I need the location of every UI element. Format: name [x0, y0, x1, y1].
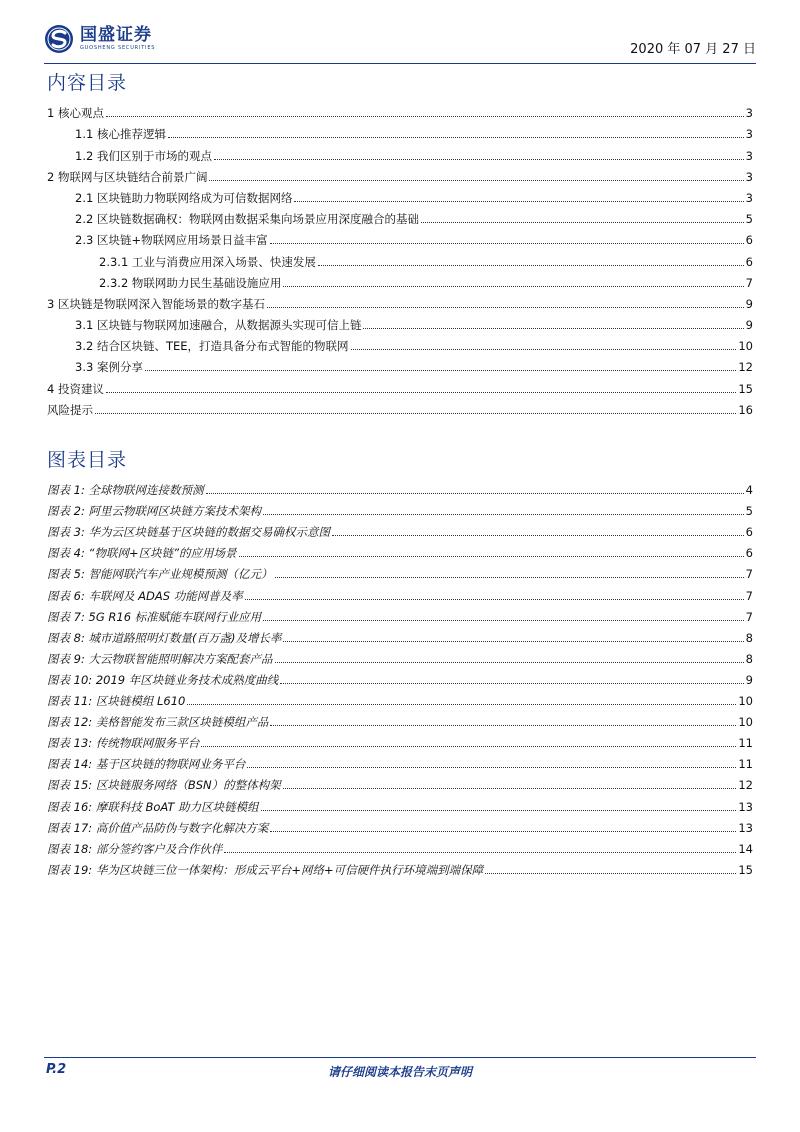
entry-page-number: 5	[745, 504, 753, 519]
entry-label: 1 核心观点	[47, 106, 104, 121]
entry-label: 1.2 我们区别于市场的观点	[75, 148, 212, 163]
toc-entry[interactable]	[47, 184, 753, 205]
dot-leader	[106, 392, 736, 393]
entry-label: 图表 9: 大云物联智能照明解决方案配套产品	[47, 651, 273, 666]
entry-page-number: 7	[745, 588, 753, 603]
entry-page-number: 10	[738, 715, 753, 730]
entry-page-number: 3	[745, 169, 753, 184]
entry-page-number: 9	[745, 318, 753, 333]
entry-page-number: 13	[738, 820, 753, 835]
entry-label: 图表 7: 5G R16 标准赋能车联网行业应用	[47, 609, 262, 624]
dot-leader	[267, 307, 744, 308]
dot-leader	[318, 265, 744, 266]
dot-leader	[261, 810, 737, 811]
toc-entry[interactable]	[47, 290, 753, 311]
dot-leader	[280, 683, 743, 684]
dot-leader	[224, 852, 736, 853]
entry-page-number: 3	[745, 106, 753, 121]
entry-label: 2.3 区块链+物联网应用场景日益丰富	[75, 233, 268, 248]
dot-leader	[283, 641, 743, 642]
entry-label: 图表 10: 2019 年区块链业务技术成熟度曲线	[47, 672, 279, 687]
figure-entry[interactable]	[47, 666, 753, 687]
entry-page-number: 5	[745, 212, 753, 227]
entry-page-number: 6	[745, 254, 753, 269]
entry-label: 图表 1: 全球物联网连接数预测	[47, 483, 204, 498]
toc-entry[interactable]	[47, 141, 753, 162]
entry-page-number: 8	[745, 630, 753, 645]
entry-label: 图表 11: 区块链模组 L610	[47, 694, 186, 709]
report-date: 2020 年 07 月 27 日	[630, 42, 756, 57]
entry-page-number: 7	[745, 567, 753, 582]
entry-label: 图表 8: 城市道路照明灯数量(百万盏)及增长率	[47, 630, 282, 645]
entry-page-number: 7	[745, 609, 753, 624]
figure-entry[interactable]	[47, 771, 753, 792]
dot-leader	[168, 137, 744, 138]
dot-leader	[263, 620, 744, 621]
dot-leader	[95, 413, 736, 414]
dot-leader	[145, 370, 736, 371]
entry-label: 图表 3: 华为云区块链基于区块链的数据交易确权示意图	[47, 525, 330, 540]
figure-entry[interactable]	[47, 814, 753, 835]
figures-list	[47, 476, 753, 877]
entry-page-number: 11	[738, 736, 753, 751]
figure-entry[interactable]	[47, 624, 753, 645]
entry-page-number: 9	[745, 672, 753, 687]
figure-entry[interactable]	[47, 476, 753, 497]
entry-page-number: 11	[738, 757, 753, 772]
entry-page-number: 16	[738, 402, 753, 417]
figures-title: 图表目录	[47, 449, 128, 471]
dot-leader	[275, 577, 744, 578]
entry-label: 图表 5: 智能网联汽车产业规模预测（亿元）	[47, 567, 273, 582]
footer-divider	[44, 1057, 756, 1058]
entry-label: 图表 16: 摩联科技 BoAT 助力区块链模组	[47, 799, 259, 814]
dot-leader	[206, 493, 744, 494]
dot-leader	[247, 767, 736, 768]
contents-title: 内容目录	[47, 72, 128, 94]
entry-page-number: 9	[745, 296, 753, 311]
toc-entry[interactable]	[47, 99, 753, 120]
entry-label: 2 物联网与区块链结合前景广阔	[47, 169, 208, 184]
dot-leader	[485, 873, 736, 874]
dot-leader	[270, 243, 744, 244]
dot-leader	[245, 599, 744, 600]
entry-page-number: 14	[738, 841, 753, 856]
contents-list	[47, 99, 753, 417]
entry-label: 3.2 结合区块链、TEE，打造具备分布式智能的物联网	[75, 339, 349, 354]
entry-label: 2.3.2 物联网助力民生基础设施应用	[99, 275, 282, 290]
figure-entry[interactable]	[47, 497, 753, 518]
entry-page-number: 7	[745, 275, 753, 290]
toc-entry[interactable]	[47, 311, 753, 332]
dot-leader	[201, 746, 736, 747]
dot-leader	[421, 222, 744, 223]
toc-entry[interactable]	[47, 269, 753, 290]
entry-label: 3 区块链是物联网深入智能场景的数字基石	[47, 296, 265, 311]
figure-entry[interactable]	[47, 792, 753, 813]
figure-entry[interactable]	[47, 835, 753, 856]
dot-leader	[283, 286, 743, 287]
entry-label: 风险提示	[47, 402, 93, 417]
toc-entry[interactable]	[47, 396, 753, 417]
dot-leader	[294, 201, 743, 202]
toc-entry[interactable]	[47, 353, 753, 374]
dot-leader	[275, 662, 744, 663]
entry-page-number: 6	[745, 233, 753, 248]
entry-page-number: 6	[745, 525, 753, 540]
figure-entry[interactable]	[47, 687, 753, 708]
entry-label: 2.2 区块链数据确权：物联网由数据采集向场景应用深度融合的基础	[75, 212, 419, 227]
entry-label: 图表 15: 区块链服务网络（BSN）的整体构架	[47, 778, 281, 793]
page-header	[44, 22, 756, 62]
entry-page-number: 15	[738, 862, 753, 877]
entry-label: 图表 14: 基于区块链的物联网业务平台	[47, 757, 246, 772]
entry-page-number: 10	[738, 339, 753, 354]
figure-entry[interactable]	[47, 518, 753, 539]
figure-entry[interactable]	[47, 603, 753, 624]
entry-page-number: 3	[745, 127, 753, 142]
company-logo	[44, 24, 155, 54]
entry-page-number: 3	[745, 190, 753, 205]
entry-label: 4 投资建议	[47, 381, 104, 396]
entry-page-number: 3	[745, 148, 753, 163]
toc-entry[interactable]	[47, 374, 753, 395]
entry-page-number: 15	[738, 381, 753, 396]
toc-entry[interactable]	[47, 332, 753, 353]
entry-label: 图表 2: 阿里云物联网区块链方案技术架构	[47, 504, 262, 519]
dot-leader	[351, 349, 737, 350]
entry-label: 图表 17: 高价值产品防伪与数字化解决方案	[47, 820, 269, 835]
entry-label: 2.1 区块链助力物联网络成为可信数据网络	[75, 190, 293, 205]
entry-label: 图表 12: 美格智能发布三款区块链模组产品	[47, 715, 269, 730]
figure-entry[interactable]	[47, 645, 753, 666]
toc-entry[interactable]	[47, 205, 753, 226]
entry-page-number: 4	[745, 483, 753, 498]
entry-label: 图表 18: 部分签约客户及合作伙伴	[47, 841, 223, 856]
entry-label: 图表 4: “物联网+区块链”的应用场景	[47, 546, 237, 561]
entry-page-number: 10	[738, 694, 753, 709]
figure-entry[interactable]	[47, 539, 753, 560]
entry-label: 图表 19: 华为区块链三位一体架构：形成云平台+网络+可信硬件执行环境端到端保障	[47, 862, 484, 877]
entry-label: 2.3.1 工业与消费应用深入场景、快速发展	[99, 254, 316, 269]
logo-english-name: GUOSHENG SECURITIES	[80, 45, 156, 51]
toc-entry[interactable]	[47, 163, 753, 184]
dot-leader	[209, 180, 743, 181]
dot-leader	[187, 704, 736, 705]
toc-entry[interactable]	[47, 247, 753, 268]
guosheng-logo-icon	[44, 24, 74, 54]
dot-leader	[239, 556, 744, 557]
figure-entry[interactable]	[47, 856, 753, 877]
entry-page-number: 8	[745, 651, 753, 666]
figure-entry[interactable]	[47, 560, 753, 581]
toc-entry[interactable]	[47, 120, 753, 141]
dot-leader	[106, 116, 744, 117]
entry-label: 图表 6: 车联网及 ADAS 功能网普及率	[47, 588, 243, 603]
figure-entry[interactable]	[47, 581, 753, 602]
dot-leader	[283, 788, 737, 789]
dot-leader	[270, 725, 736, 726]
dot-leader	[332, 535, 744, 536]
figure-entry[interactable]	[47, 708, 753, 729]
entry-label: 3.3 案例分享	[75, 360, 143, 375]
figure-entry[interactable]	[47, 729, 753, 750]
dot-leader	[214, 159, 744, 160]
disclaimer-note: 请仔细阅读本报告末页声明	[327, 1065, 472, 1079]
toc-entry[interactable]	[47, 226, 753, 247]
entry-label: 图表 13: 传统物联网服务平台	[47, 736, 200, 751]
entry-page-number: 13	[738, 799, 753, 814]
dot-leader	[263, 514, 744, 515]
header-divider	[44, 63, 756, 64]
logo-chinese-name: 国盛证券	[80, 25, 152, 45]
dot-leader	[270, 831, 736, 832]
entry-page-number: 12	[738, 360, 753, 375]
entry-label: 3.1 区块链与物联网加速融合，从数据源头实现可信上链	[75, 318, 362, 333]
dot-leader	[363, 328, 743, 329]
entry-page-number: 12	[738, 778, 753, 793]
entry-page-number: 6	[745, 546, 753, 561]
page-number: P.2	[46, 1062, 67, 1077]
entry-label: 1.1 核心推荐逻辑	[75, 127, 166, 142]
figure-entry[interactable]	[47, 750, 753, 771]
